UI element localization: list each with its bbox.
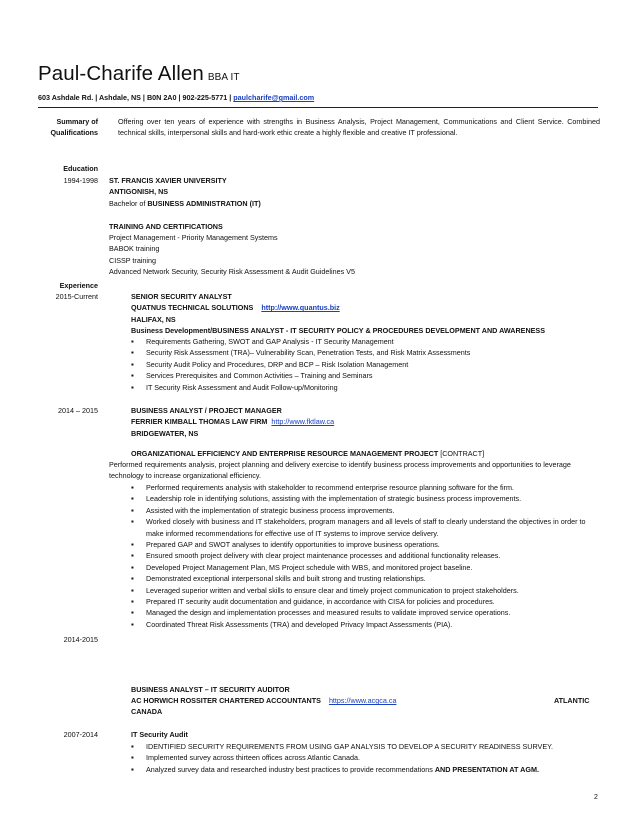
training-item: Project Management - Priority Management Systems (109, 233, 278, 243)
job1-location: HALIFAX, NS (131, 314, 176, 324)
list-item: ▪ Demonstrated exceptional interpersonal skills and built strong and trusting relationships. (131, 573, 601, 584)
job3-company-line (131, 695, 396, 706)
list-item: ▪ Performed requirements analysis with stakeholder to recommend enterprise resource planning software for the firm. (131, 482, 601, 493)
email-link[interactable]: paulcharife@gmail.com (233, 93, 315, 102)
list-item: ▪ IT Security Risk Assessment and Audit Follow-up/Monitoring (131, 382, 601, 393)
degree-prefix: Bachelor of (109, 198, 148, 208)
job2-project-line (131, 448, 484, 459)
job1-subtitle: Business Development/BUSINESS ANALYST - IT SECURITY POLICY & PROCEDURES DEVELOPMENT AND AWARENESS (131, 326, 546, 335)
list-item: ▪ Leadership role in identifying solutions, assisting with the implementation of strategic business process improvements. (131, 493, 601, 504)
job3-location-b: CANADA (131, 707, 163, 716)
training-item: CISSP training (109, 255, 157, 265)
spacer (109, 209, 355, 220)
page-number: 2 (594, 794, 598, 801)
list-item: ▪ Requirements Gathering, SWOT and GAP Analysis - IT Security Management (131, 336, 601, 347)
job2-title: BUSINESS ANALYST / PROJECT MANAGER (131, 406, 282, 415)
summary-label-line1: Summary of (56, 117, 98, 126)
contact-text: 603 Ashdale Rd. | Ashdale, NS | B0N 2A0 | 902-225-5771 | (38, 93, 234, 102)
name-text: Paul-Charife Allen (38, 62, 204, 85)
list-item: ▪ Prepared IT security audit documentation and guidance, in accordance with CISA for policies and procedures. (131, 596, 601, 607)
job3-company: AC HORWICH ROSSITER CHARTERED ACCOUNTANTS (131, 696, 321, 705)
job3-dates: 2014-2015 (63, 635, 98, 644)
job3-title: BUSINESS ANALYST – IT SECURITY AUDITOR (131, 685, 290, 694)
job1-company-line (131, 302, 340, 313)
job2-location: BRIDGEWATER, NS (131, 428, 199, 438)
job1-url[interactable]: http://www.quantus.biz (261, 303, 340, 313)
job1-title: SENIOR SECURITY ANALYST (131, 292, 232, 301)
list-item (131, 764, 601, 775)
job2-company-line (131, 416, 334, 427)
school-name: ST. FRANCIS XAVIER UNIVERSITY (109, 176, 227, 185)
training-title: TRAINING AND CERTIFICATIONS (109, 221, 223, 231)
list-item: ▪ IDENTIFIED SECURITY REQUIREMENTS FROM USING GAP ANALYSIS TO DEVELOP A SECURITY READINESS SURVEY. (131, 741, 601, 752)
job4-bullets (131, 741, 601, 775)
list-item: ▪ Leveraged superior written and verbal skills to ensure clear and timely project communication to project stakeholders. (131, 585, 601, 596)
training-item: Advanced Network Security, Security Risk Assessment & Audit Guidelines V5 (109, 267, 355, 277)
bullet-text: Analyzed survey data and researched industry best practices to provide recommendations (146, 764, 435, 774)
job3-url[interactable]: https://www.acgca.ca (328, 696, 397, 705)
list-item: ▪ Ensured smooth project delivery with clear project maintenance processes and additional functionality releases. (131, 550, 601, 561)
job4-dates: 2007-2014 (63, 730, 98, 739)
training-item: BABOK training (109, 244, 160, 254)
degree-suffix: BBA IT (207, 72, 240, 83)
summary-text: Offering over ten years of experience with strengths in Business Analysis, Project Management, Communications and Client Service. Combined technical skills, interpersonal skills and hard-work ethic create a highly flexible and creative IT professional. (118, 117, 600, 138)
job2-bullets (131, 482, 601, 630)
degree-line (109, 198, 355, 209)
degree-name: BUSINESS ADMINISTRATION (IT) (147, 198, 261, 208)
job2-intro: Performed requirements analysis, project planning and delivery exercise to identify business process improvements and opportunities to leverage technology to increase organizational efficiency. (109, 460, 571, 481)
job2-company: FERRIER KIMBALL THOMAS LAW FIRM (131, 417, 268, 427)
job2-header (131, 405, 334, 439)
summary-label-line2: Qualifications (50, 128, 98, 138)
job1-bullets (131, 336, 601, 393)
job4-title: IT Security Audit (131, 730, 188, 739)
list-item: ▪ Security Audit Policy and Procedures, DRP and BCP – Risk Isolation Management (131, 359, 601, 370)
bullet-bold-text: AND PRESENTATION AT AGM. (434, 764, 539, 774)
job1-dates: 2015-Current (55, 292, 98, 301)
job2-project-tag: [CONTRACT] (438, 449, 485, 458)
contact-line (38, 93, 314, 102)
education-dates: 1994-1998 (63, 176, 98, 185)
list-item: ▪ Services Prerequisites and Common Activities – Training and Seminars (131, 370, 601, 381)
job2-project-title: ORGANIZATIONAL EFFICIENCY AND ENTERPRISE RESOURCE MANAGEMENT PROJECT (131, 449, 439, 458)
summary-label (30, 116, 98, 139)
list-item: ▪ Managed the design and implementation processes and measured results to validate improved service operations. (131, 607, 601, 618)
list-item: ▪ Worked closely with business and IT stakeholders, program managers and all levels of staff to clearly understand the objectives in order to make informed recommendations for effective use of IT systems to improve service delivery. (131, 516, 601, 539)
list-item: ▪ Developed Project Management Plan, MS Project schedule with WBS, and monitored project baseline. (131, 562, 601, 573)
header-divider (38, 107, 598, 108)
job1-header (131, 291, 340, 325)
education-block (109, 175, 355, 278)
candidate-name (38, 62, 240, 86)
list-item: ▪ Assisted with the implementation of strategic business process improvements. (131, 505, 601, 516)
experience-label: Experience (59, 281, 98, 290)
job3-location-a: ATLANTIC (554, 696, 590, 705)
list-item: ▪ Coordinated Threat Risk Assessments (TRA) and developed Privacy Impact Assessments (PIA). (131, 619, 601, 630)
education-label: Education (63, 164, 98, 173)
job2-dates: 2014 – 2015 (58, 406, 98, 415)
school-location: ANTIGONISH, NS (109, 187, 169, 197)
list-item: ▪ Security Risk Assessment (TRA)– Vulnerability Scan, Penetration Tests, and Risk Matrix Assessments (131, 347, 601, 358)
list-item: ▪ Prepared GAP and SWOT analyses to identify opportunities to improve business operations. (131, 539, 601, 550)
job1-company: QUATNUS TECHNICAL SOLUTIONS (131, 303, 254, 313)
job2-url[interactable]: http://www.fktlaw.ca (271, 417, 335, 427)
list-item: ▪ Implemented survey across thirteen offices across Atlantic Canada. (131, 752, 601, 763)
